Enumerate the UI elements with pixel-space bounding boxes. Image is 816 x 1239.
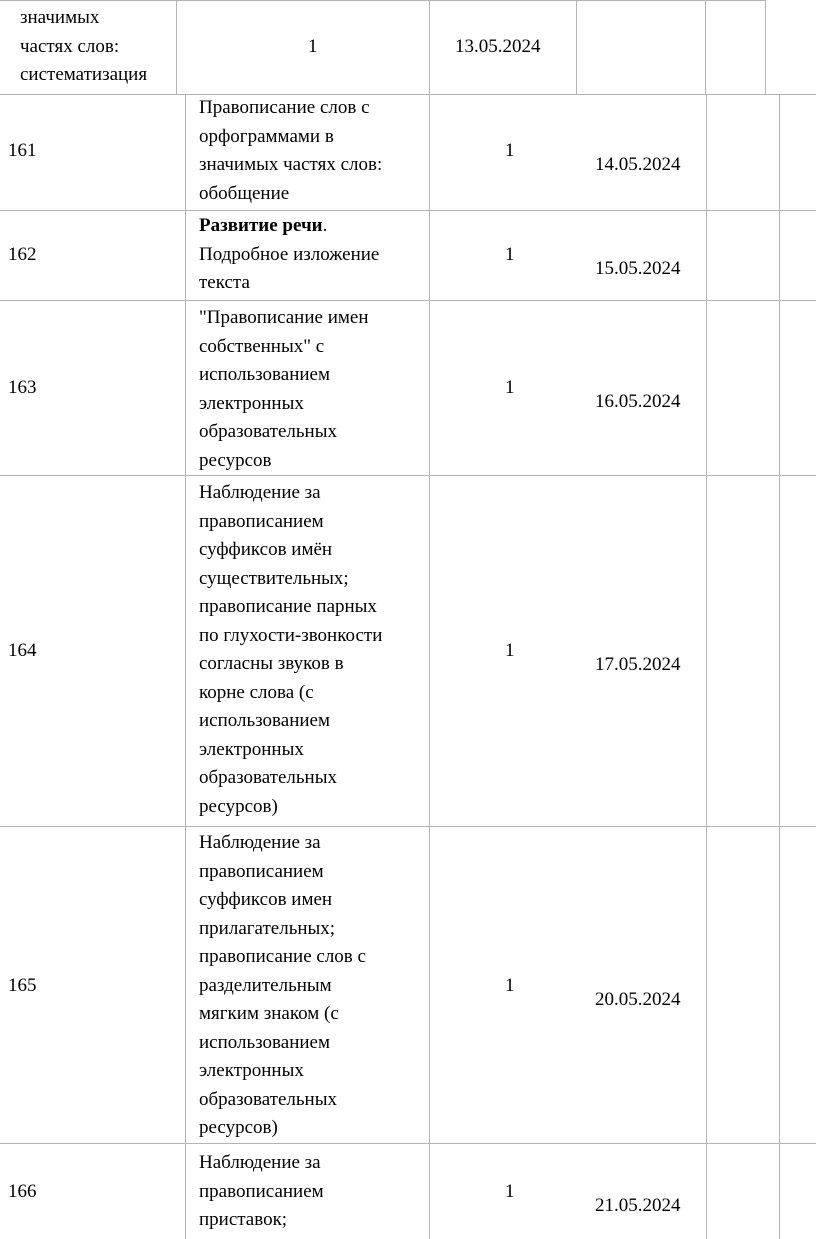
hours-cell: 1 [505, 244, 515, 265]
date-cell: 14.05.2024 [595, 154, 681, 175]
table-line [576, 0, 577, 94]
table-line [0, 210, 816, 211]
table-line [779, 94, 780, 1239]
hours-cell: 1 [308, 36, 318, 57]
hours-cell: 1 [505, 1181, 515, 1202]
topic-cell: "Правописание имен собственных" с использованием электронных образовательных ресурсов [199, 307, 369, 471]
row-number: 165 [8, 975, 37, 996]
table-line [0, 475, 816, 476]
row-number: 164 [8, 640, 37, 661]
hours-cell: 1 [505, 640, 515, 661]
date-cell: 17.05.2024 [595, 654, 681, 675]
row-number: 161 [8, 140, 37, 161]
topic-cell: Наблюдение за правописанием суффиксов имен прилагательных; правописание слов с разделительным мягким знаком (с использованием электронных образовательных ресурсов) [199, 832, 366, 1138]
table-line [0, 300, 816, 301]
topic-cell: значимых частях слов: систематизация [20, 7, 148, 85]
topic-cell: Наблюдение за правописанием приставок; [199, 1152, 324, 1230]
table-line [0, 94, 816, 95]
table-line [0, 1143, 816, 1144]
row-number: 162 [8, 244, 37, 265]
topic-cell: Наблюдение за правописанием суффиксов имён существительных; правописание парных по глухости-звонкости согласны звуков в корне слова (с использованием электронных образовательных ресурсов) [199, 482, 383, 817]
table-line [176, 0, 177, 94]
topic-cell: Развитие речи. Подробное изложение текста [199, 215, 380, 293]
date-cell: 21.05.2024 [595, 1195, 681, 1216]
hours-cell: 1 [505, 377, 515, 398]
table-line [765, 0, 766, 94]
table-line [0, 826, 816, 827]
table-line [429, 0, 430, 94]
hours-cell: 1 [505, 975, 515, 996]
row-number: 163 [8, 377, 37, 398]
row-number: 166 [8, 1181, 37, 1202]
hours-cell: 1 [505, 140, 515, 161]
table-line [706, 94, 707, 1239]
topic-cell: Правописание слов с орфограммами в значимых частях слов: обобщение [199, 97, 383, 204]
table-line [705, 0, 706, 94]
table-line-top [0, 0, 766, 1]
table-line [185, 94, 186, 1239]
table-line [429, 94, 430, 1239]
date-cell: 20.05.2024 [595, 989, 681, 1010]
date-cell: 13.05.2024 [455, 36, 541, 57]
date-cell: 15.05.2024 [595, 258, 681, 279]
topic-bold-heading: Развитие речи [199, 215, 323, 236]
date-cell: 16.05.2024 [595, 391, 681, 412]
